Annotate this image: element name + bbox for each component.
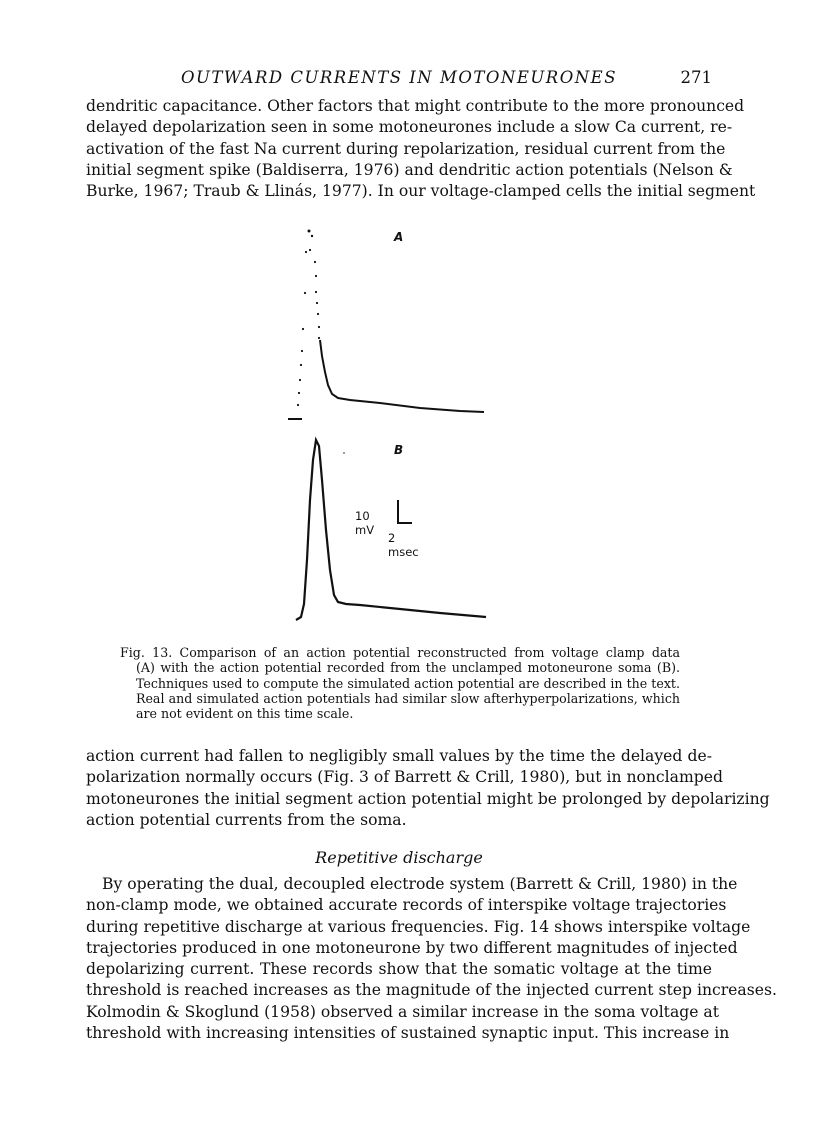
running-title: OUTWARD CURRENTS IN MOTONEURONES	[180, 68, 618, 87]
text-line: depolarizing current. These records show that the somatic voltage at the time	[86, 960, 712, 979]
text-line: Kolmodin & Skoglund (1958) observed a similar increase in the soma voltage at	[86, 1002, 719, 1021]
scale-voltage-label: 10 mV	[355, 509, 375, 537]
text-line: delayed depolarization seen in some motoneurones include a slow Ca current, re-	[86, 118, 733, 137]
text-line: By operating the dual, decoupled electrode system (Barrett & Crill, 1980) in the	[102, 875, 738, 893]
page-number: 271	[680, 68, 712, 87]
text-line: threshold with increasing intensities of sustained synaptic input. This increase in	[86, 1024, 730, 1043]
text-line: threshold is reached increases as the magnitude of the injected current step increases.	[86, 981, 777, 1000]
caption-line: Fig. 13. Comparison of an action potential reconstructed from voltage clamp data	[120, 645, 680, 660]
text-line: during repetitive discharge at various frequencies. Fig. 14 shows interspike voltage	[86, 917, 751, 936]
text-line: initial segment spike (Baldiserra, 1976) and dendritic action potentials (Nelson &	[86, 160, 733, 179]
text-line: dendritic capacitance. Other factors that might contribute to the more pronounced	[86, 97, 745, 115]
figure-caption	[120, 645, 680, 721]
panel-a-decay	[320, 340, 484, 412]
panel-a-label: A	[394, 230, 404, 244]
caption-line: Techniques used to compute the simulated action potential are described in the text.	[136, 675, 680, 691]
paragraph-middle	[86, 746, 770, 831]
panel-b-label: B	[394, 443, 404, 457]
scale-time-label: 2 msec	[388, 531, 419, 559]
scale-bar	[398, 500, 412, 523]
text-line: trajectories produced in one motoneurone by two different magnitudes of injected	[86, 938, 738, 957]
caption-line: Real and simulated action potentials had similar slow afterhyperpolarizations, which	[136, 690, 680, 706]
caption-line: (A) with the action potential recorded from the unclamped motoneurone soma (B).	[136, 660, 680, 676]
section-heading: Repetitive discharge	[315, 848, 483, 867]
text-line: Burke, 1967; Traub & Llinás, 1977). In our voltage-clamped cells the initial segment	[86, 182, 756, 201]
text-line: activation of the fast Na current during repolarization, residual current from the	[86, 139, 726, 158]
panel-b-trace	[296, 440, 486, 620]
paragraph-bottom	[86, 874, 777, 1044]
text-line: non-clamp mode, we obtained accurate records of interspike voltage trajectories	[86, 896, 727, 915]
text-line: action potential currents from the soma.	[86, 810, 407, 829]
panel-a-trace	[297, 230, 320, 407]
text-line: action current had fallen to negligibly small values by the time the delayed de-	[86, 747, 712, 765]
caption-line: are not evident on this time scale.	[136, 706, 354, 722]
text-line: motoneurones the initial segment action potential might be prolonged by depolarizing	[86, 789, 770, 808]
text-line: polarization normally occurs (Fig. 3 of Barrett & Crill, 1980), but in nonclamped	[86, 768, 723, 787]
